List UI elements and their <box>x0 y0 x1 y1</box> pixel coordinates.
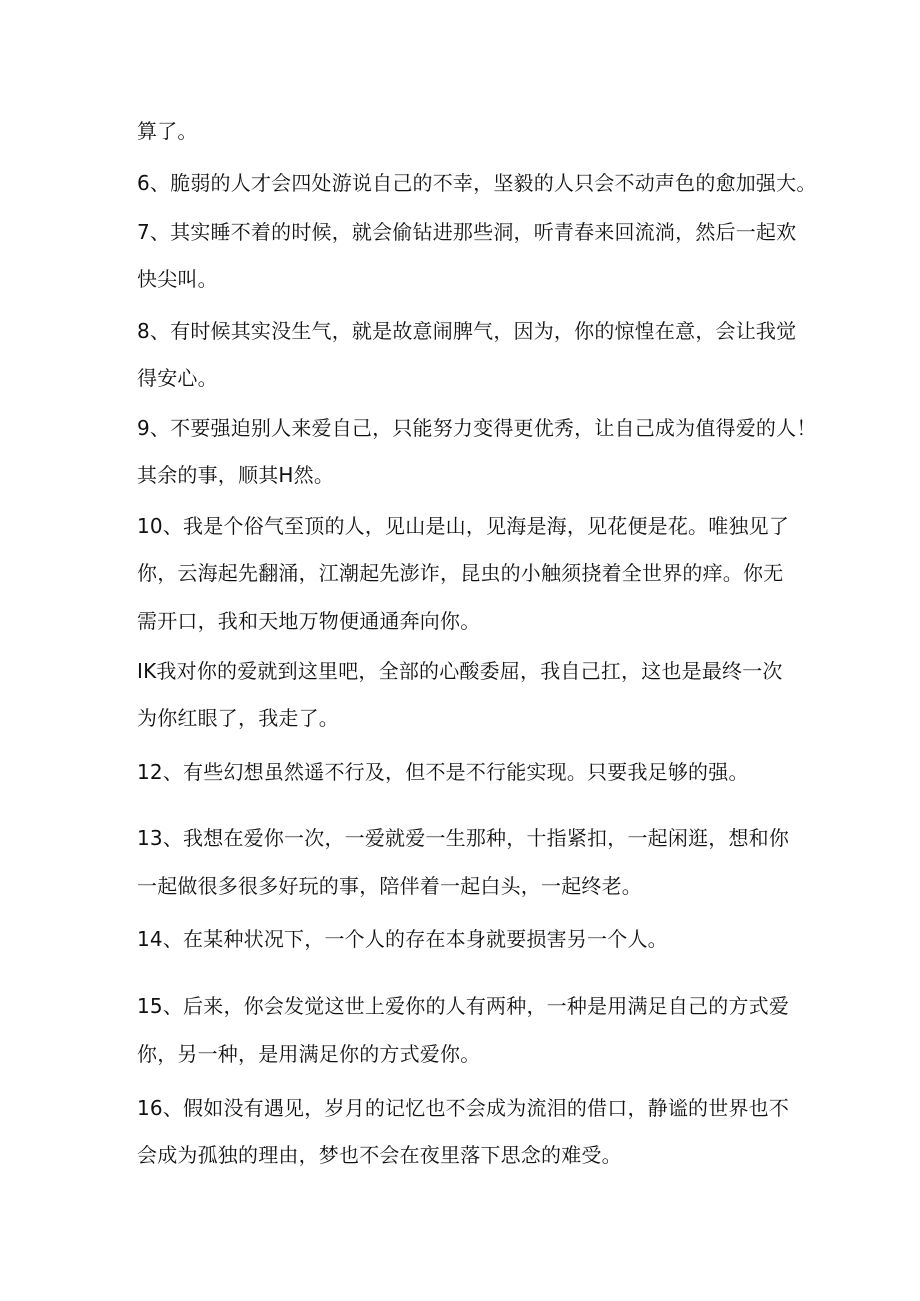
text-line: 快尖叫。 <box>137 267 218 291</box>
text-line: 9、不要强迫别人来爱自己，只能努力变得更优秀，让自己成为值得爱的人！ <box>137 416 817 440</box>
text-line: 需开口，我和天地万物便通通奔向你。 <box>137 609 481 633</box>
text-line: 14、在某种状况下，一个人的存在本身就要损害另一个人。 <box>137 927 668 951</box>
text-line: IK我对你的爱就到这里吧，全部的心酸委屈，我自己扛，这也是最终一次 <box>137 659 783 683</box>
text-line: 8、有时候其实没生气，就是故意闹脾气，因为，你的惊惶在意，会让我觉 <box>137 319 797 343</box>
text-line: 算了。 <box>137 119 198 143</box>
text-line: 你，云海起先翻涌，江潮起先澎诈，昆虫的小触须挠着全世界的痒。你无 <box>137 561 784 585</box>
text-line: 16、假如没有遇见，岁月的记忆也不会成为流泪的借口，静谧的世界也不 <box>137 1096 790 1120</box>
text-line: 一起做很多很多好玩的事，陪伴着一起白头，一起终老。 <box>137 874 642 898</box>
text-line: 会成为孤独的理由，梦也不会在夜里落下思念的难受。 <box>137 1143 622 1167</box>
text-line: 15、后来，你会发觉这世上爱你的人有两种，一种是用满足自己的方式爱 <box>137 994 790 1018</box>
text-line: 13、我想在爱你一次，一爱就爱一生那种，十指紧扣，一起闲逛，想和你 <box>137 826 790 850</box>
text-line: 10、我是个俗气至顶的人，见山是山，见海是海，见花便是花。唯独见了 <box>137 514 790 538</box>
text-line: 7、其实睡不着的时候，就会偷钻进那些洞，听青春来回流淌，然后一起欢 <box>137 220 797 244</box>
text-line: 你，另一种，是用满足你的方式爱你。 <box>137 1042 481 1066</box>
text-line: 其余的事，顺其H然。 <box>137 463 335 487</box>
text-line: 得安心。 <box>137 366 218 390</box>
text-line: 6、脆弱的人才会四处游说自己的不幸，坚毅的人只会不动声色的愈加强大。 <box>137 171 817 195</box>
text-line: 为你红眼了，我走了。 <box>137 706 339 730</box>
text-line: 12、有些幻想虽然遥不行及，但不是不行能实现。只要我足够的强。 <box>137 760 749 784</box>
